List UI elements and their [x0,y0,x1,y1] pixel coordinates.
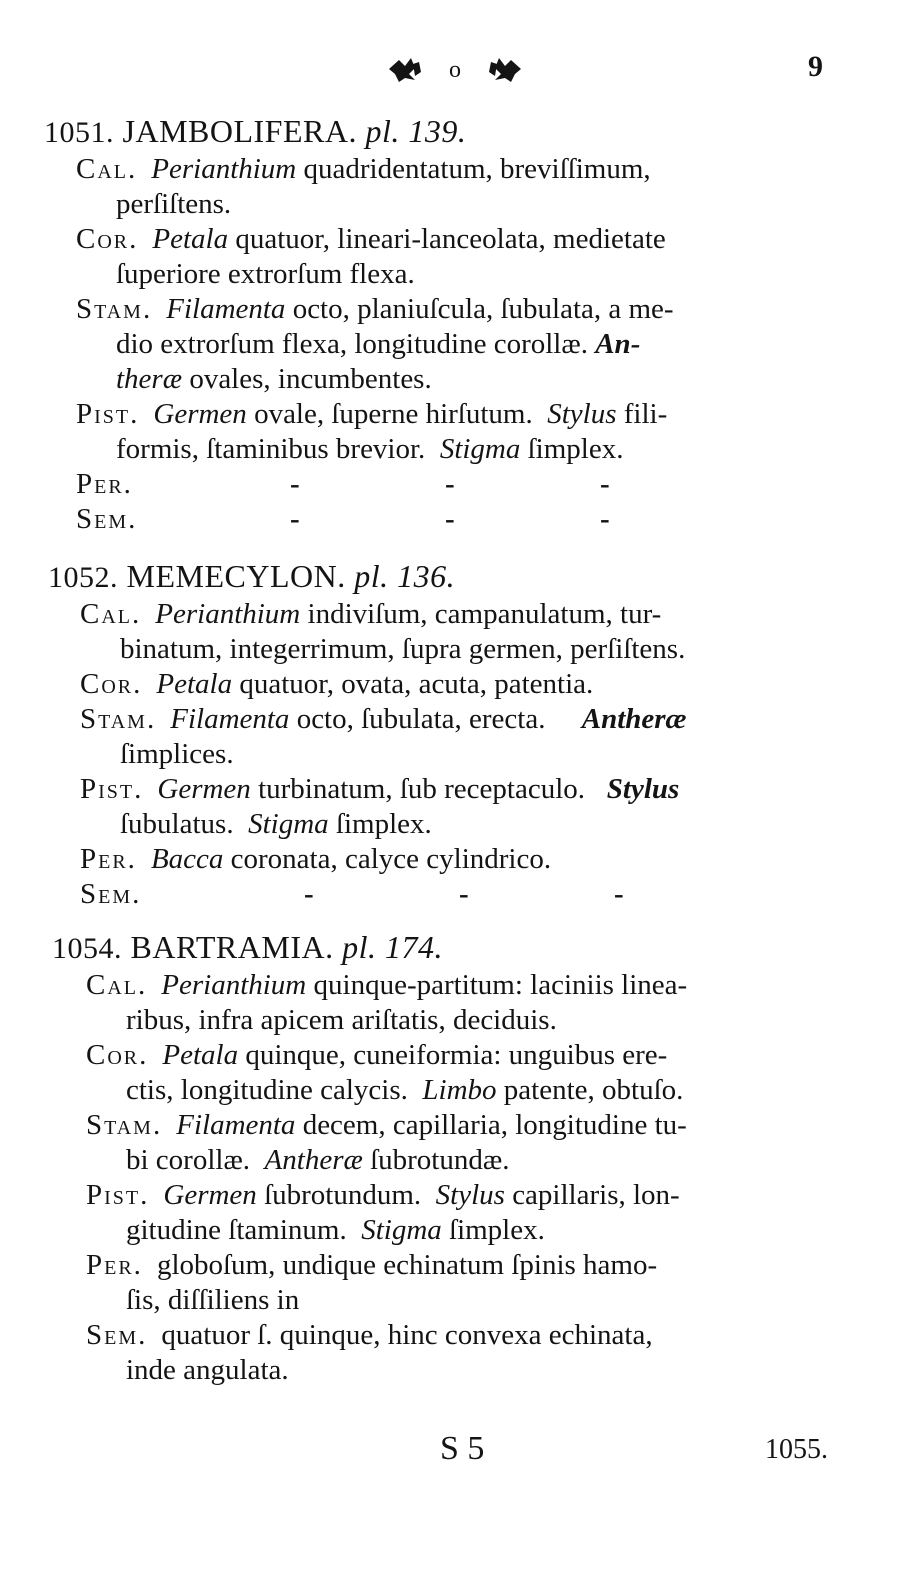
part-text: fili- [616,398,668,430]
part-text-continued: ſimplices. [120,738,234,770]
part-text: octo, ſubulata, erecta. [289,703,546,735]
part-term: theræ [116,363,183,395]
part-label: Pist. [76,398,140,430]
stamen-description [86,1108,687,1178]
part-text: ſubrotundum. [256,1179,422,1211]
part-term: Limbo [422,1074,497,1106]
part-text: quatuor, lineari-lanceolata, medietate [228,223,666,255]
part-term: An- [595,328,641,360]
part-text: ſimplex. [328,808,432,840]
pistil-description [80,772,769,842]
calyx-description [80,597,769,667]
genus-heading [52,928,687,968]
part-text: indiviſum, campanulatum, tur- [300,598,662,630]
part-label: Pist. [80,773,144,805]
dash-mark: - [290,468,300,500]
dash-mark: - [290,503,300,535]
part-text: coronata, calyce cylindrico. [223,843,552,875]
part-term: Perianthium [155,598,301,630]
part-text-continued [76,432,755,467]
part-label: Cor. [80,668,143,700]
part-term: Petala [162,1039,239,1071]
part-text: ſimplex. [441,1214,545,1246]
dash-mark: - [445,503,455,535]
stamen-description [80,702,769,772]
pericarp-description [76,467,755,502]
dash-mark: - [600,468,610,500]
part-text-continued: binatum, integerrimum, ſupra germen, perſiſtens. [120,633,686,665]
plate-reference: pl. 136. [354,558,456,594]
part-text: dio extrorſum flexa, longitudine corollæ. [116,328,588,360]
calyx-description [86,968,687,1038]
part-text: ovales, incumbentes. [182,363,432,395]
part-text-continued [76,327,755,362]
part-term: Perianthium [151,153,297,185]
genus-number: 1052. [48,561,118,594]
part-term: Bacca [150,843,224,875]
signature-mark: S 5 [440,1430,485,1467]
part-text: ſubulatus. [120,808,234,840]
part-text-continued: ſis, diſſiliens in [126,1284,300,1316]
genus-entry-bartramia [52,928,687,1388]
part-text: decem, capillaria, longitudine tu- [295,1109,687,1141]
part-text: turbinatum, ſub receptaculo. [250,773,586,805]
part-label: Cor. [86,1039,149,1071]
part-text: globoſum, undique echinatum ſpinis hamo- [156,1249,658,1281]
part-term: Filamenta [166,293,286,325]
genus-number: 1051. [44,116,114,149]
genus-name: JAMBOLIFERA. [122,113,357,149]
part-label: Cal. [86,969,148,1001]
part-term: Antheræ [264,1144,363,1176]
seed-description [76,502,755,537]
part-label: Stam. [80,703,157,735]
calyx-description [76,152,755,222]
plate-reference: pl. 174. [342,929,443,965]
part-text: ſubrotundæ. [362,1144,510,1176]
pericarp-description [80,842,769,877]
dash-mark: - [459,878,469,910]
stamen-description [76,292,755,397]
part-term: Stigma [439,433,521,465]
part-term: Petala [156,668,233,700]
part-text: ſimplex. [520,433,624,465]
genus-name: MEMECYLON. [126,558,346,594]
part-term: Germen [163,1179,257,1211]
page-number: 9 [808,50,823,83]
part-term: Filamenta [176,1109,296,1141]
part-term: Petala [152,223,229,255]
part-text: quinque, cuneiformia: unguibus ere- [238,1039,668,1071]
part-text: ovale, ſuperne hirſutum. [246,398,533,430]
omitted-marks [290,467,755,502]
part-label: Sem. [76,503,138,535]
part-text: gitudine ſtaminum. [126,1214,347,1246]
pistil-description [76,397,755,467]
genus-heading [44,112,755,152]
catchword: 1055. [765,1434,828,1465]
pericarp-description [86,1248,687,1318]
seed-description [86,1318,687,1388]
part-label: Sem. [86,1319,148,1351]
part-text: quinque-partitum: laciniis linea- [306,969,688,1001]
part-text: quatuor, ovata, acuta, patentia. [232,668,594,700]
part-label: Per. [80,843,137,875]
part-text-continued [86,1073,687,1108]
genus-entry-memecylon [48,557,769,912]
part-term: Perianthium [161,969,307,1001]
part-term: Stylus [606,773,680,805]
part-term: Stylus [435,1179,505,1211]
part-text-continued [76,362,755,397]
ornament-center: o [449,57,461,83]
printer-ornament-icon [385,52,525,86]
genus-entry-jambolifera [44,112,755,537]
part-label: Stam. [76,293,153,325]
part-label: Sem. [80,878,142,910]
dash-mark: - [445,468,455,500]
part-label: Pist. [86,1179,150,1211]
seed-description [80,877,769,912]
part-label: Stam. [86,1109,163,1141]
part-term: Germen [153,398,247,430]
page-footer [0,1430,900,1490]
part-label: Cor. [76,223,139,255]
part-term: Stigma [248,808,329,840]
part-text: octo, planiuſcula, ſubulata, a me- [285,293,674,325]
part-text: quadridentatum, breviſſimum, [296,153,651,185]
genus-number: 1054. [52,932,122,965]
part-text: patente, obtuſo. [496,1074,684,1106]
part-text: ctis, longitudine calycis. [126,1074,408,1106]
part-text: quatuor ſ. quinque, hinc convexa echinata, [161,1319,653,1351]
part-label: Cal. [76,153,138,185]
part-label: Per. [76,468,133,500]
part-term: Germen [157,773,251,805]
part-text-continued [80,807,769,842]
page-header [0,50,900,90]
part-label: Per. [86,1249,143,1281]
part-term: Stigma [361,1214,442,1246]
part-text-continued: ſuperiore extrorſum flexa. [116,258,415,290]
corolla-description [80,667,769,702]
part-term: Filamenta [170,703,290,735]
part-text-continued: ribus, infra apicem ariſtatis, deciduis. [126,1004,557,1036]
omitted-marks [290,502,755,537]
part-text: capillaris, lon- [504,1179,680,1211]
part-text-continued: perſiſtens. [116,188,232,220]
part-text: formis, ſtaminibus brevior. [116,433,426,465]
dash-mark: - [304,878,314,910]
part-label: Cal. [80,598,142,630]
corolla-description [86,1038,687,1108]
genus-name: BARTRAMIA. [130,929,334,965]
omitted-marks [304,877,769,912]
genus-heading [48,557,769,597]
dash-mark: - [600,503,610,535]
part-term: Antheræ [581,703,687,735]
part-text: bi corollæ. [126,1144,251,1176]
corolla-description [76,222,755,292]
part-text-continued [86,1143,687,1178]
pistil-description [86,1178,687,1248]
plate-reference: pl. 139. [365,113,467,149]
part-term: Stylus [547,398,617,430]
part-text-continued: inde angulata. [126,1354,289,1386]
part-text-continued [86,1213,687,1248]
dash-mark: - [614,878,624,910]
